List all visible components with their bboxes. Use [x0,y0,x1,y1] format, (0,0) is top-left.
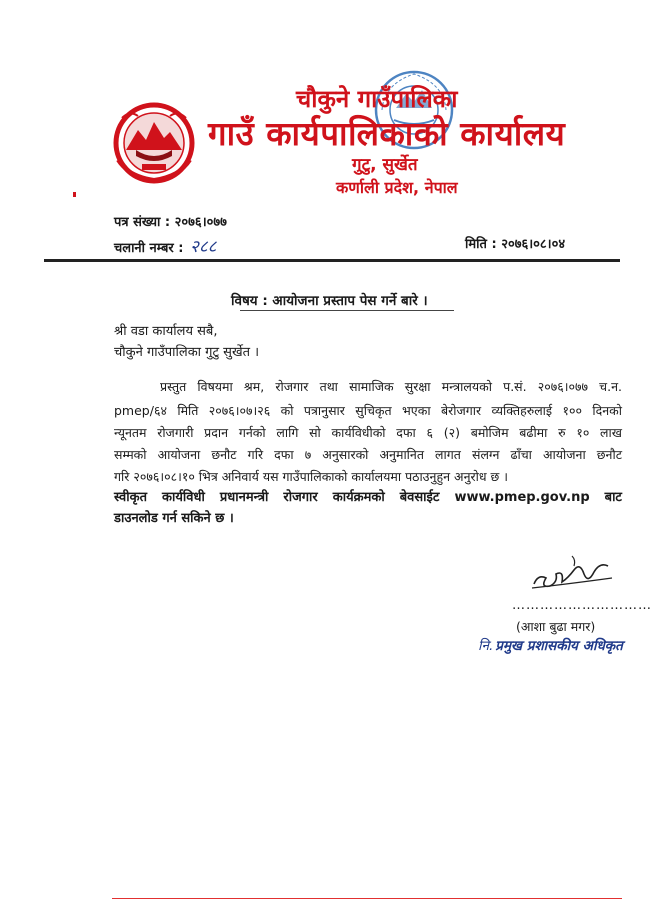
signatory-title-text: प्रमुख प्रशासकीय अधिकृत [495,638,623,654]
letter-number-label: पत्र संख्या : [114,215,171,230]
addressee-line-2: चौकुने गाउँपालिका गुटु सुर्खेत । [114,345,260,360]
date-value: २०७६।०८।०४ [501,237,566,252]
letter-number [114,212,227,230]
dispatch-number-label: चलानी नम्बर : [114,241,184,256]
letter-date [465,234,565,252]
office-name: गाउँ कार्यपालिकाको कार्यालय [208,114,566,153]
body-line-3: न्यूनतम रोजगारी प्रदान गर्नको लागि सो कार्यविधीको दफा ६ (२) बमोजिम बढीमा रु १० लाख [114,425,622,440]
margin-mark [73,192,76,197]
body-line-6: स्वीकृत कार्यविधी प्रधानमन्त्री रोजगार कार्यक्रमको बेवसाईट www.pmep.gov.np बाट [114,490,622,505]
dispatch-number [114,234,217,257]
province-name: कर्णाली प्रदेश, नेपाल [336,178,458,197]
date-label: मिति : [465,237,497,252]
subject-underline [240,310,454,311]
footer-divider [112,898,622,899]
body-line-7: डाउनलोड गर्न सकिने छ । [114,511,234,526]
signatory-title-prefix: नि. [478,638,494,654]
body-line-4: सम्मको आयोजना छनौट गरि दफा ७ अनुसारको अनुमानित लागत संलग्न ढाँचा आयोजना छनौट [114,447,622,462]
header-divider [44,259,620,262]
addressee-line-1: श्री वडा कार्यालय सबै, [114,324,218,339]
body-line-1: प्रस्तुत विषयमा श्रम, रोजगार तथा सामाजिक सुरक्षा मन्त्रालयको प.सं. २०७६।०७७ च.न. [160,379,622,394]
letter-number-value: २०७६।०७७ [174,215,227,230]
office-location: गुटु, सुर्खेत [352,155,418,175]
signature [528,548,618,598]
municipality-name: चौकुने गाउँपालिका [296,85,458,113]
nepal-emblem-logo [108,100,200,186]
body-line-2: pmep/६४ मिति २०७६।०७।२६ को पत्रानुसार सुचिकृत भएका बेरोजगार व्यक्तिहरुलाई १०० दिनको [114,403,622,418]
signatory-name: (आशा बुढा मगर) [516,619,596,634]
subject-line: विषय : आयोजना प्रस्ताप पेस गर्ने बारे । [231,293,428,309]
body-line-5: गरि २०७६।०८।१० भित्र अनिवार्य यस गाउँपालिकाको कार्यालयमा पठाउनुहुन अनुरोध छ । [114,469,508,484]
signature-dotted-line: ………………………… [512,598,652,613]
signatory-title [478,636,623,654]
dispatch-number-value: २८८ [189,237,217,257]
